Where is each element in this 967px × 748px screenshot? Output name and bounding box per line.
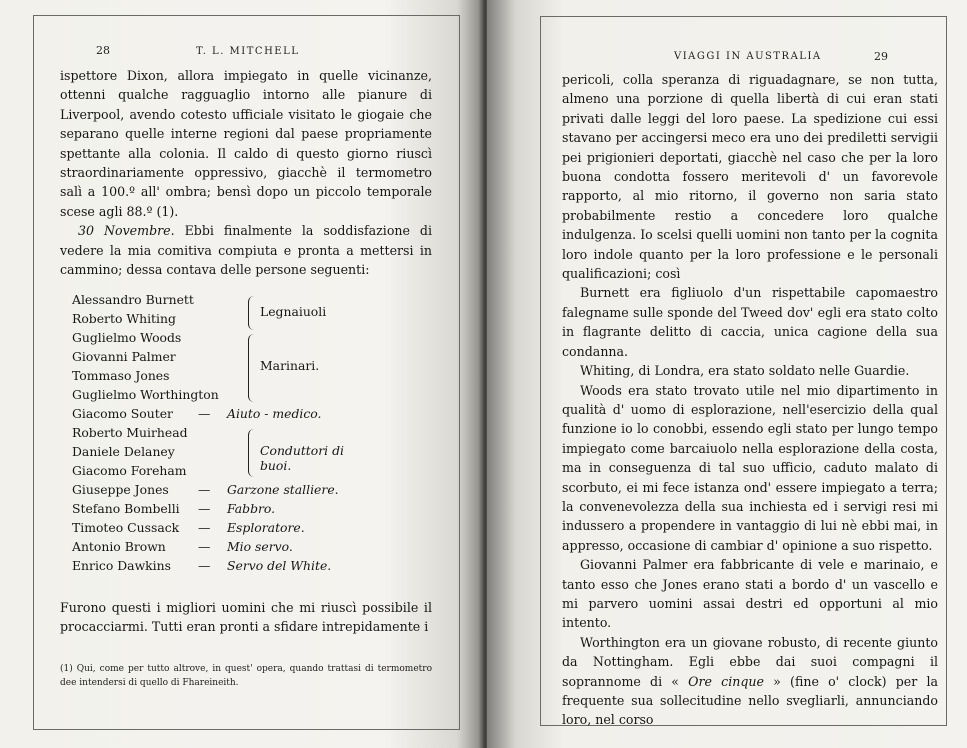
- left-page: [0, 0, 481, 748]
- roster-row: [72, 518, 442, 537]
- footnote: (1) Qui, come per tutto altrove, in quest' opera, quando trattasi di termometro dee intendersi di quello di Fhareineith.: [60, 664, 432, 688]
- paragraph: Furono questi i migliori uomini che mi riuscì possibile il procacciarmi. Tutti eran pronti a sfidare intrepidamente i: [60, 600, 432, 635]
- crew-name: Guglielmo Worthington: [72, 387, 219, 402]
- paragraph-30-novembre: [60, 221, 432, 279]
- crew-name: Giuseppe Jones: [72, 482, 169, 497]
- paragraph: pericoli, colla speranza di riguadagnare, se non tutta, almeno una porzione di quella libertà di cui eran stati privati dalle leggi del loro paese. La spedizione cui essi stavano per accingersi meco era uno dei prediletti servigii pei prigionieri deportati, giacchè nel caso che per la loro buona condotta fossero meritevoli d' un favorevole rapporto, al mio ritorno, il governo non saria stato probabilmente restio a concedere loro qualche indulgenza. Io scelsi quelli uomini non tanto per la cognita loro indole quanto per la loro professione e le personali qualificazioni; così: [562, 72, 938, 282]
- brace-label-conduttori: Conduttori di buoi.: [260, 443, 344, 473]
- roster-row: [72, 328, 442, 347]
- paragraph-text: » (fine o' clock) per la frequente sua sollecitudine nello svegliarli, annunciando loro, nel corso: [562, 673, 938, 728]
- crew-name: Alessandro Burnett: [72, 292, 194, 307]
- crew-role: Mio servo.: [227, 539, 293, 554]
- roster-row: [72, 442, 442, 461]
- roster-row: [72, 290, 442, 309]
- roster-row: [72, 385, 442, 404]
- roster-row: [72, 480, 442, 499]
- crew-role: Fabbro.: [227, 501, 276, 516]
- crew-name: Antonio Brown: [72, 539, 166, 554]
- paragraph-burnett: Burnett era figliuolo d'un rispettabile capomaestro falegname sulle sponde del Tweed dov' egli era stato colto in flagrante delitto di caccia, unica cagione della sua condanna.: [562, 285, 938, 359]
- crew-name: Giacomo Souter: [72, 406, 173, 421]
- crew-name: Giovanni Palmer: [72, 349, 176, 364]
- crew-role: Esploratore.: [227, 520, 305, 535]
- roster-row: [72, 537, 442, 556]
- paragraph-text: Worthington era un giovane robusto, di recente giunto da Nottingham. Egli ebbe dai suoi compagni il soprannome di «: [562, 634, 938, 689]
- crew-name: Timoteo Cussack: [72, 520, 180, 535]
- crew-name: Roberto Whiting: [72, 311, 176, 326]
- paragraph-woods: Woods era stato trovato utile nel mio dipartimento in qualità d' uomo di esplorazione, nell'esercizio della qual funzione io lo conobbi, essendo egli stato per lungo tempo impiegato come barcaiuolo nella esplorazione della costa, ma in conseguenza di tal suo ufficio, caduto malato di scorbuto, ei mi fece istanza ond' essere impiegato a terra; la convenevolezza della sua inchiesta ed i servigi resi mi indussero a propendere in vantaggio di lui nè ebbi mai, in appresso, occasione di cambiar d' opinione a suo rispetto.: [562, 382, 938, 553]
- crew-roster: [72, 290, 442, 575]
- roster-row: [72, 404, 442, 423]
- roster-row: [72, 499, 442, 518]
- paragraph-text: Ebbi finalmente la soddisfazione di vedere la mia comitiva compiuta e pronta a mettersi in cammino; dessa contava delle persone seguenti:: [60, 223, 432, 278]
- left-body-text: [60, 66, 432, 279]
- brace-label-marinari: Marinari.: [260, 358, 320, 373]
- date-label: 30 Novembre.: [78, 223, 175, 239]
- crew-role: Garzone stalliere.: [227, 482, 339, 497]
- roster-row: [72, 461, 442, 480]
- crew-role: Servo del White.: [227, 558, 332, 573]
- roster-dash: —: [198, 520, 211, 535]
- crew-role: Aiuto - medico.: [227, 406, 322, 421]
- paragraph-palmer: Giovanni Palmer era fabbricante di vele e marinaio, e tanto esso che Jones erano stati a bordo d' un vascello e mi parvero uomini assai destri ed opportuni al mio intento.: [562, 557, 938, 631]
- crew-name: Daniele Delaney: [72, 444, 175, 459]
- brace-label-legnaiuoli: Legnaiuoli: [260, 304, 327, 319]
- page-number-left: 28: [96, 44, 110, 57]
- crew-name: Roberto Muirhead: [72, 425, 188, 440]
- nickname: Ore cinque: [688, 673, 764, 689]
- left-closing-text: [60, 598, 432, 637]
- running-head-left: T. L. MITCHELL: [196, 46, 300, 57]
- crew-name: Giacomo Foreham: [72, 463, 187, 478]
- roster-dash: —: [198, 501, 211, 516]
- crew-name: Stefano Bombelli: [72, 501, 180, 516]
- roster-row: [72, 423, 442, 442]
- right-page: [487, 0, 967, 748]
- right-body-text: [562, 70, 938, 730]
- roster-row: [72, 366, 442, 385]
- roster-dash: —: [198, 558, 211, 573]
- crew-name: Enrico Dawkins: [72, 558, 171, 573]
- running-head-right: VIAGGI IN AUSTRALIA: [674, 51, 822, 62]
- roster-row: [72, 309, 442, 328]
- paragraph: ispettore Dixon, allora impiegato in quelle vicinanze, ottenni qualche ragguaglio intorno alle pianure di Liverpool, avendo cotesto ufficiale visitato le giogaie che separano quelle interne regioni dal paese propriamente spettante alla colonia. Il caldo di questo giorno riuscì straordinariamente oppressivo, giacchè il termometro salì a 100.º all' ombra; bensì dopo un piccolo temporale scese agli 88.º (1).: [60, 68, 432, 219]
- paragraph-worthington: [562, 633, 938, 730]
- roster-dash: —: [198, 539, 211, 554]
- paragraph-whiting: Whiting, di Londra, era stato soldato nelle Guardie.: [580, 363, 910, 379]
- roster-row: [72, 347, 442, 366]
- page-number-right: 29: [874, 50, 888, 63]
- crew-name: Guglielmo Woods: [72, 330, 182, 345]
- roster-row: [72, 556, 442, 575]
- crew-name: Tommaso Jones: [72, 368, 170, 383]
- roster-dash: —: [198, 406, 211, 421]
- roster-dash: —: [198, 482, 211, 497]
